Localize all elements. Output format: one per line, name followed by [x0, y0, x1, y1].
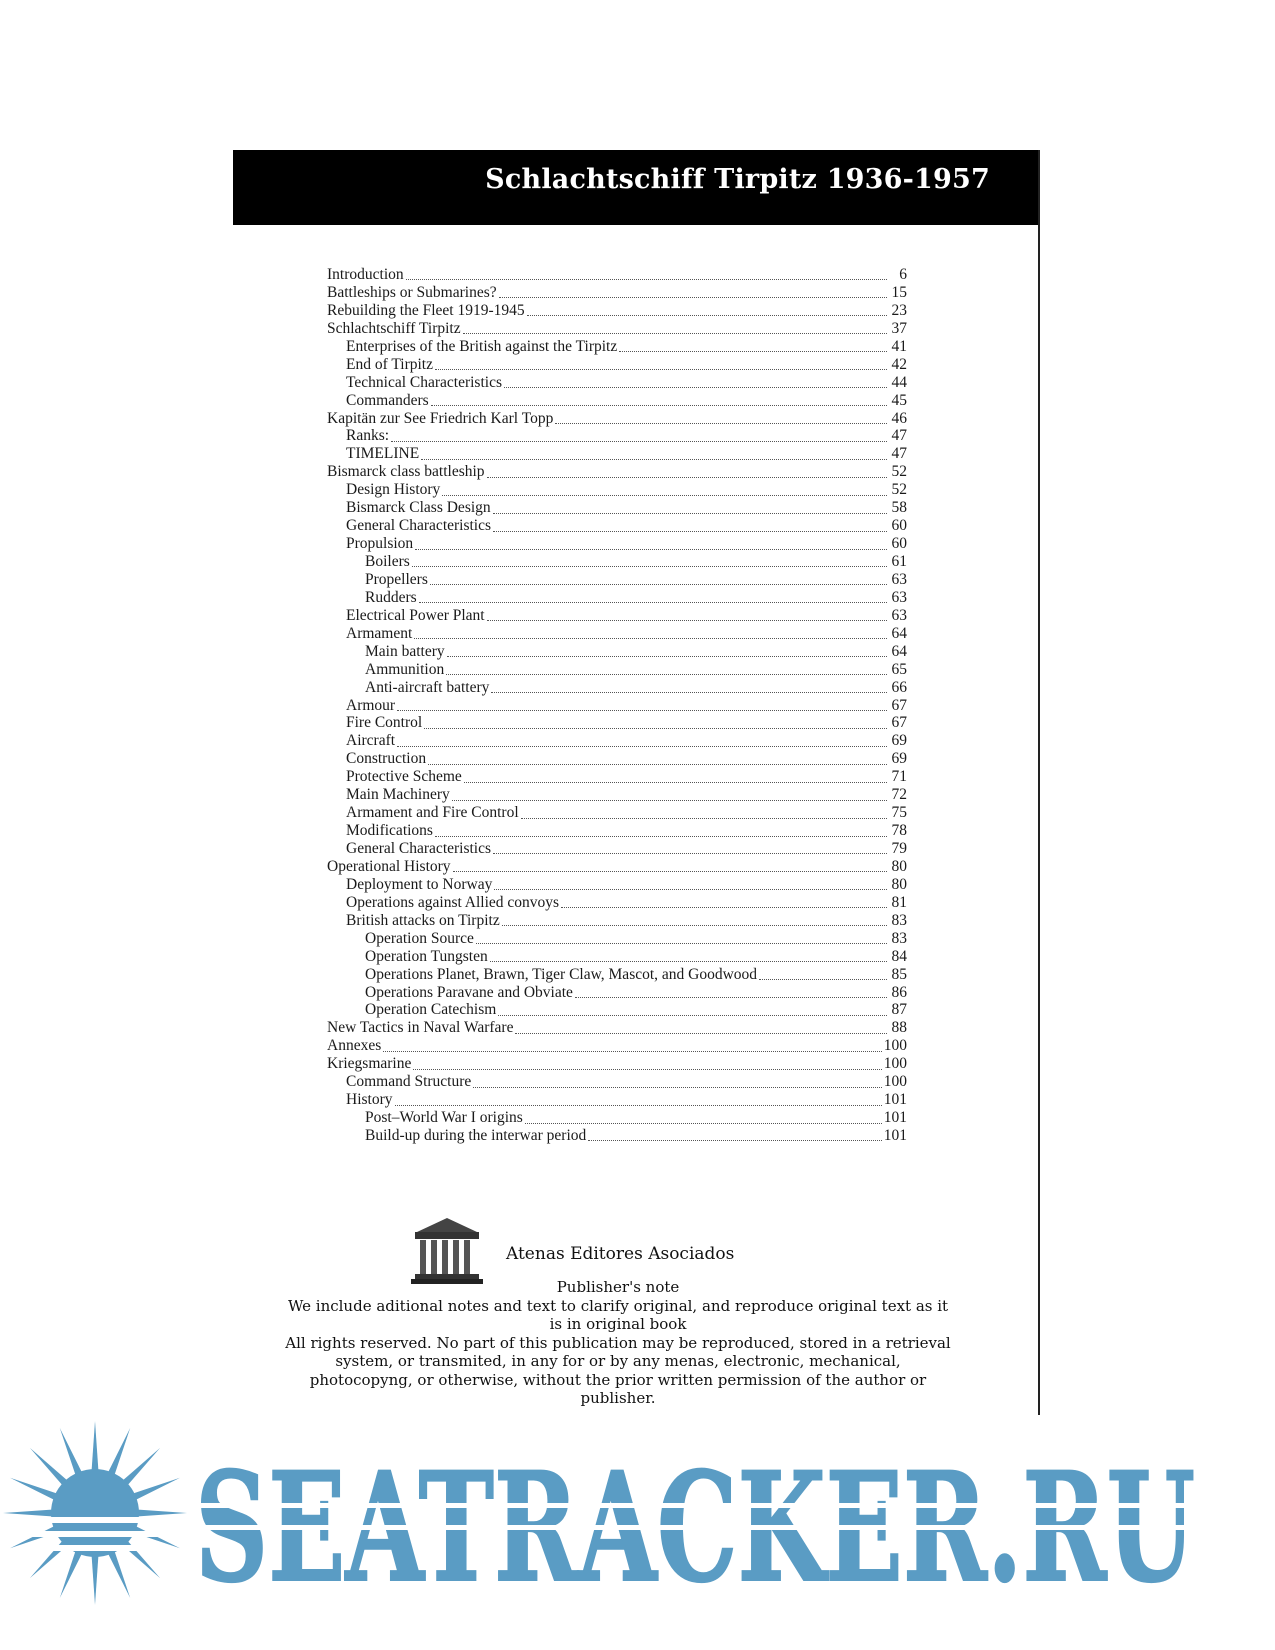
toc-entry[interactable] [327, 445, 907, 463]
toc-entry-title: Operational History [327, 857, 451, 875]
toc-entry[interactable] [327, 302, 907, 320]
toc-entry[interactable] [327, 894, 907, 912]
toc-entry-title: Fire Control [346, 714, 423, 732]
toc-entry-page: 69 [891, 750, 907, 768]
toc-entry-title: Annexes [327, 1037, 382, 1055]
toc-entry[interactable] [327, 714, 907, 732]
toc-entry[interactable] [327, 410, 907, 428]
toc-entry[interactable] [327, 499, 907, 517]
toc-entry-page: 75 [891, 804, 907, 822]
toc-entry[interactable] [327, 984, 907, 1002]
toc-leader-dots [414, 626, 887, 639]
toc-entry[interactable] [327, 679, 907, 697]
toc-leader-dots [442, 483, 887, 496]
toc-entry-title: Commanders [346, 391, 429, 409]
toc-leader-dots [447, 644, 887, 657]
toc-leader-dots [446, 662, 887, 675]
toc-entry-page: 83 [891, 911, 907, 929]
toc-entry-page: 41 [891, 337, 907, 355]
note-line: We include aditional notes and text to clarify original, and reproduce original text as it [287, 1296, 949, 1315]
watermark [0, 1385, 1275, 1650]
toc-leader-dots [619, 339, 887, 352]
toc-entry[interactable] [327, 732, 907, 750]
toc-entry[interactable] [327, 338, 907, 356]
toc-leader-dots [419, 590, 887, 603]
toc-entry[interactable] [327, 374, 907, 392]
toc-entry-page: 101 [883, 1091, 907, 1109]
toc-entry-page: 44 [891, 373, 907, 391]
greek-temple-icon [411, 1216, 483, 1286]
toc-leader-dots [561, 895, 887, 908]
toc-entry-page: 84 [891, 947, 907, 965]
toc-entry-page: 64 [891, 642, 907, 660]
toc-leader-dots [493, 841, 887, 854]
toc-entry-title: Armament [346, 624, 413, 642]
toc-entry-title: TIMELINE [346, 445, 420, 463]
toc-leader-dots [452, 788, 887, 801]
toc-entry-page: 67 [891, 714, 907, 732]
publisher-name: Atenas Editores Asociados [506, 1244, 735, 1264]
toc-entry-title: Ranks: [346, 427, 390, 445]
sun-burst-icon [3, 1421, 187, 1605]
toc-leader-dots [491, 680, 887, 693]
toc-entry[interactable] [327, 1019, 907, 1037]
toc-entry-page: 71 [891, 768, 907, 786]
toc-entry-title: Schlachtschiff Tirpitz [327, 319, 461, 337]
toc-leader-dots [428, 752, 887, 765]
toc-entry[interactable] [327, 697, 907, 715]
toc-entry-title: Command Structure [346, 1073, 472, 1091]
toc-entry-page: 81 [891, 893, 907, 911]
toc-entry-page: 61 [891, 553, 907, 570]
toc-entry-title: Deployment to Norway [346, 875, 493, 893]
toc-entry-title: Armour [346, 696, 396, 714]
toc-entry[interactable] [327, 589, 907, 607]
toc-entry[interactable] [327, 768, 907, 786]
toc-entry-page: 47 [891, 445, 907, 463]
toc-entry-title: Main battery [365, 642, 445, 660]
toc-entry-page: 100 [883, 1055, 907, 1073]
toc-leader-dots [424, 716, 887, 729]
toc-entry-page: 63 [891, 588, 907, 606]
toc-entry[interactable] [327, 320, 907, 338]
toc-entry-page: 42 [891, 355, 907, 373]
note-line: is in original book [549, 1315, 687, 1333]
toc-entry-title: Operations Planet, Brawn, Tiger Claw, Mascot, and Goodwood [365, 965, 758, 983]
toc-entry-page: 88 [891, 1019, 907, 1037]
toc-entry[interactable] [327, 948, 907, 966]
toc-entry-page: 64 [891, 624, 907, 642]
toc-entry[interactable] [327, 1091, 907, 1109]
toc-leader-dots [504, 375, 887, 388]
toc-entry[interactable] [327, 284, 907, 302]
toc-leader-dots [397, 698, 887, 711]
toc-entry[interactable] [327, 930, 907, 948]
toc-entry-title: Rebuilding the Fleet 1919-1945 [327, 301, 525, 319]
toc-entry-title: Post–World War I origins [365, 1109, 523, 1127]
toc-entry-page: 15 [891, 283, 907, 301]
toc-entry-page: 101 [883, 1127, 907, 1144]
toc-entry[interactable] [327, 517, 907, 535]
toc-leader-dots [415, 537, 887, 550]
toc-entry-page: 79 [891, 840, 907, 857]
toc-entry-title: Kapitän zur See Friedrich Karl Topp [327, 409, 554, 427]
toc-entry-page: 45 [891, 391, 907, 409]
toc-entry-title: Ammunition [365, 660, 445, 678]
rights-line: All rights reserved. No part of this publication may be reproduced, stored in a retrieval [285, 1333, 951, 1352]
toc-leader-dots [525, 1111, 882, 1124]
toc-leader-dots [498, 1003, 887, 1016]
toc-leader-dots [412, 554, 887, 567]
toc-leader-dots [453, 859, 887, 872]
toc-entry-title: Construction [346, 750, 427, 768]
toc-leader-dots [487, 608, 887, 621]
toc-entry-page: 87 [891, 1001, 907, 1019]
toc-entry[interactable] [327, 750, 907, 768]
toc-entry-title: History [346, 1091, 393, 1109]
toc-entry-page: 78 [891, 822, 907, 840]
toc-entry-page: 100 [883, 1073, 907, 1091]
toc-entry-title: Propellers [365, 570, 428, 588]
toc-entry-page: 52 [891, 463, 907, 481]
toc-leader-dots [383, 1039, 882, 1052]
rights-line: publisher. [580, 1389, 656, 1407]
toc-entry-title: Operations Paravane and Obviate [365, 983, 573, 1001]
toc-leader-dots [413, 1057, 881, 1070]
toc-leader-dots [759, 967, 887, 980]
toc-leader-dots [406, 267, 887, 280]
toc-entry-page: 23 [891, 301, 907, 319]
toc-entry-page: 37 [891, 319, 907, 337]
toc-entry[interactable] [327, 356, 907, 374]
toc-entry-page: 86 [891, 983, 907, 1001]
toc-entry-title: Build-up during the interwar period [365, 1127, 587, 1144]
toc-entry-title: Kriegsmarine [327, 1055, 412, 1073]
toc-leader-dots [435, 357, 887, 370]
toc-entry-title: Technical Characteristics [346, 373, 502, 391]
toc-entry-page: 60 [891, 517, 907, 535]
toc-entry-title: Bismarck class battleship [327, 463, 485, 481]
toc-leader-dots [490, 949, 887, 962]
toc-leader-dots [493, 501, 887, 514]
toc-entry-title: Design History [346, 481, 441, 499]
toc-entry-title: Rudders [365, 588, 417, 606]
toc-entry-title: General Characteristics [346, 517, 492, 535]
toc-entry[interactable] [327, 625, 907, 643]
toc-entry-page: 63 [891, 606, 907, 624]
toc-entry[interactable] [327, 804, 907, 822]
toc-entry-page: 66 [891, 678, 907, 696]
toc-entry[interactable] [327, 1037, 907, 1055]
toc-entry-title: Armament and Fire Control [346, 804, 519, 822]
toc-leader-dots [397, 734, 887, 747]
toc-entry-title: Aircraft [346, 732, 396, 750]
toc-entry-page: 58 [891, 499, 907, 517]
toc-entry-title: Operations against Allied convoys [346, 893, 560, 911]
toc-entry[interactable] [327, 1055, 907, 1073]
toc-leader-dots [463, 321, 887, 334]
document-page [233, 150, 1040, 1415]
toc-entry-title: Battleships or Submarines? [327, 283, 497, 301]
toc-entry[interactable] [327, 661, 907, 679]
toc-entry[interactable] [327, 1109, 907, 1127]
toc-entry-page: 72 [891, 786, 907, 804]
toc-entry[interactable] [327, 912, 907, 930]
toc-leader-dots [421, 447, 887, 460]
toc-leader-dots [435, 824, 887, 837]
rights-line: photocopyng, or otherwise, without the prior written permission of the author or [309, 1370, 927, 1389]
table-of-contents [327, 266, 907, 1145]
toc-entry[interactable] [327, 481, 907, 499]
toc-entry-title: Protective Scheme [346, 768, 462, 786]
toc-entry[interactable] [327, 786, 907, 804]
toc-entry-title: Operation Catechism [365, 1001, 497, 1019]
toc-entry[interactable] [327, 858, 907, 876]
toc-entry[interactable] [327, 571, 907, 589]
toc-entry[interactable] [327, 1001, 907, 1019]
toc-entry-page: 100 [883, 1037, 907, 1055]
note-heading: Publisher's note [556, 1278, 680, 1296]
toc-entry-page: 63 [891, 570, 907, 588]
toc-entry-title: General Characteristics [346, 840, 492, 857]
toc-entry[interactable] [327, 607, 907, 625]
toc-entry[interactable] [327, 822, 907, 840]
toc-entry-page: 6 [899, 266, 907, 283]
toc-entry-title: Operation Source [365, 929, 474, 947]
toc-entry-page: 69 [891, 732, 907, 750]
toc-entry-title: Enterprises of the British against the Tirpitz [346, 337, 618, 355]
toc-leader-dots [527, 303, 887, 316]
document-title: Schlachtschiff Tirpitz 1936-1957 [485, 164, 990, 195]
toc-entry-title: British attacks on Tirpitz [346, 911, 500, 929]
toc-entry-page: 101 [883, 1109, 907, 1127]
toc-leader-dots [499, 285, 887, 298]
rights-line: system, or transmited, in any for or by any menas, electronic, mechanical, [335, 1352, 901, 1370]
toc-leader-dots [473, 1075, 881, 1088]
toc-entry-title: Bismarck Class Design [346, 499, 491, 517]
toc-leader-dots [588, 1128, 881, 1141]
toc-leader-dots [555, 411, 887, 424]
title-bar [233, 150, 1038, 225]
toc-entry[interactable] [327, 266, 907, 284]
toc-leader-dots [487, 465, 887, 478]
toc-entry-page: 46 [891, 409, 907, 427]
toc-entry[interactable] [327, 427, 907, 445]
toc-entry-page: 60 [891, 535, 907, 553]
toc-leader-dots [476, 931, 887, 944]
toc-entry-title: Main Machinery [346, 786, 450, 804]
toc-entry-title: Boilers [365, 553, 410, 570]
toc-entry-title: Anti-aircraft battery [365, 678, 490, 696]
toc-entry-page: 65 [891, 660, 907, 678]
toc-entry[interactable] [327, 553, 907, 571]
toc-leader-dots [391, 429, 887, 442]
toc-entry-title: End of Tirpitz [346, 355, 433, 373]
toc-entry[interactable] [327, 392, 907, 410]
toc-leader-dots [494, 877, 887, 890]
toc-entry[interactable] [327, 966, 907, 984]
toc-entry-title: Modifications [346, 822, 433, 840]
toc-leader-dots [430, 572, 887, 585]
toc-entry-title: Operation Tungsten [365, 947, 488, 965]
toc-entry-page: 52 [891, 481, 907, 499]
toc-entry-page: 80 [891, 875, 907, 893]
toc-entry-page: 80 [891, 857, 907, 875]
toc-entry-title: Introduction [327, 266, 404, 283]
toc-entry[interactable] [327, 840, 907, 858]
toc-entry[interactable] [327, 535, 907, 553]
toc-leader-dots [395, 1093, 882, 1106]
toc-entry-page: 83 [891, 929, 907, 947]
toc-entry[interactable] [327, 463, 907, 481]
toc-leader-dots [464, 770, 887, 783]
toc-entry-title: Electrical Power Plant [346, 606, 485, 624]
toc-entry-title: Propulsion [346, 535, 414, 553]
toc-entry[interactable] [327, 643, 907, 661]
toc-entry-page: 47 [891, 427, 907, 445]
toc-entry[interactable] [327, 876, 907, 894]
toc-entry[interactable] [327, 1127, 907, 1145]
toc-entry[interactable] [327, 1073, 907, 1091]
toc-leader-dots [502, 913, 887, 926]
toc-entry-page: 85 [891, 965, 907, 983]
toc-leader-dots [493, 519, 887, 532]
toc-leader-dots [431, 393, 887, 406]
toc-leader-dots [575, 985, 887, 998]
toc-leader-dots [521, 806, 887, 819]
toc-entry-title: New Tactics in Naval Warfare [327, 1019, 514, 1037]
toc-leader-dots [515, 1021, 887, 1034]
toc-entry-page: 67 [891, 696, 907, 714]
